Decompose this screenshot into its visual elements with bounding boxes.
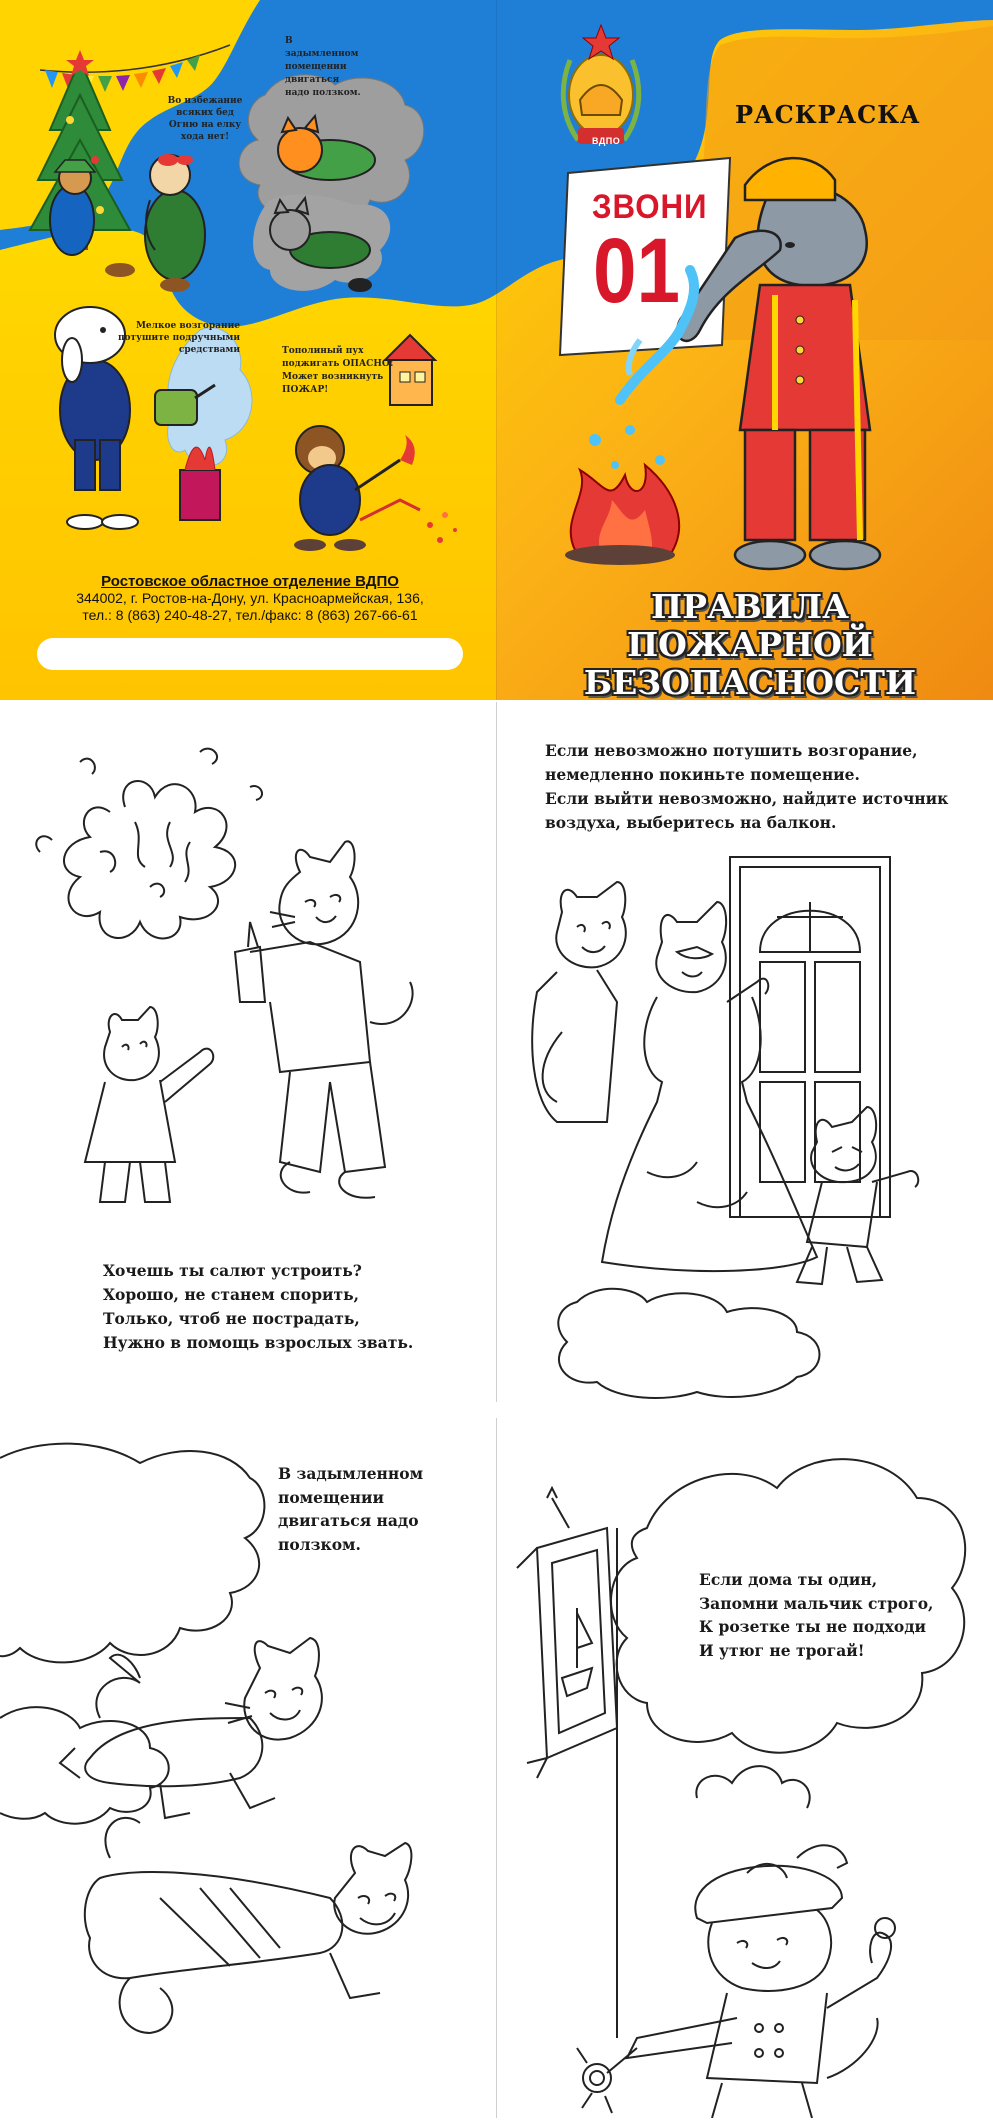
- firework-burst-icon: [36, 749, 262, 939]
- poem-line: И утюг не трогай!: [699, 1640, 865, 1660]
- emblem-label: ВДПО: [592, 136, 621, 146]
- home-alone-cat-outline-illustration: [497, 1418, 993, 2118]
- cloud-outline-icon: [558, 1289, 819, 1398]
- instruction-line: Если невозможно потушить возгорание,: [545, 741, 918, 760]
- instruction-line: воздуха, выберитесь на балкон.: [545, 813, 837, 832]
- smoke-cloud-outline-icon: [0, 1444, 264, 1824]
- organization-address: 344002, г. Ростов-на-Дону, ул. Красноармейская, 136,: [76, 590, 424, 606]
- caption-smoke: В задымленном помещении двигаться надо ползком.: [285, 36, 361, 98]
- poem-line: Если дома ты один,: [699, 1570, 878, 1589]
- fire-flame-icon: [565, 425, 679, 565]
- instruction-line: В задымленном: [278, 1464, 424, 1483]
- poem-line: К розетке ты не подходи: [699, 1617, 927, 1636]
- instruction-line: помещении: [278, 1487, 384, 1507]
- crawling-cat-bottom-icon: [85, 1818, 412, 2033]
- coloring-book-label: РАСКРАСКА: [735, 100, 921, 129]
- poem-line: Хорошо, не станем спорить,: [103, 1285, 360, 1304]
- emergency-number: 01: [593, 220, 680, 322]
- page-instruction-text: [278, 1462, 423, 1556]
- organization-block: [40, 573, 460, 624]
- cover-title: [540, 588, 960, 700]
- poem-line: Хочешь ты салют устроить?: [103, 1261, 362, 1280]
- organization-name: Ростовское областное отделение ВДПО: [101, 573, 399, 590]
- poem-line: Нужно в помощь взрослых звать.: [103, 1333, 414, 1352]
- framed-picture-icon: [517, 1488, 617, 2038]
- cat-in-captain-hat-icon: [577, 1845, 895, 2118]
- cover-spread: [0, 0, 993, 700]
- poem-line: Только, чтоб не пострадать,: [103, 1309, 360, 1328]
- coloring-page-crawl: [0, 1418, 497, 2118]
- big-cat-with-rocket-icon: [235, 841, 413, 1197]
- cover-title-line-1: ПРАВИЛА ПОЖАРНОЙ: [626, 587, 873, 664]
- coloring-page-evacuation: [497, 702, 993, 1402]
- crawling-cat-top-icon: [60, 1638, 322, 1818]
- coloring-page-home-alone: [497, 1418, 993, 2118]
- instruction-line: двигаться надо: [278, 1511, 419, 1530]
- vdpo-emblem-icon: [563, 25, 638, 144]
- cover-title-line-2: БЕЗОПАСНОСТИ: [583, 663, 917, 700]
- page-poem: [699, 1568, 933, 1662]
- instruction-line: немедленно покиньте помещение.: [545, 765, 860, 784]
- instruction-line: ползком.: [278, 1534, 361, 1554]
- balcony-door-icon: [730, 857, 890, 1217]
- instruction-line: Если выйти невозможно, найдите источник: [545, 789, 949, 808]
- caption-extinguish: Мелкое возгорание потушите подручными средствами: [117, 321, 240, 355]
- mother-cat-in-dress-icon: [602, 902, 817, 1271]
- small-kitten-icon: [85, 1007, 213, 1202]
- front-cover-illustration: [0, 0, 993, 580]
- page-poem: [103, 1259, 413, 1355]
- tiger-cat-icon: [532, 882, 626, 1122]
- poem-line: Запомни мальчик строго,: [699, 1593, 934, 1613]
- blank-label-field: [37, 638, 463, 670]
- caption-tree: Во избежание всяких бед Огню на елку хода нет!: [167, 96, 243, 142]
- calendar-call-label: ЗВОНИ: [592, 188, 708, 226]
- evacuation-cats-outline-illustration: [497, 702, 993, 1402]
- organization-phones: тел.: 8 (863) 240-48-27, тел./факс: 8 (863) 267-66-61: [82, 607, 418, 623]
- caption-poplar: Тополиный пух поджигать ОПАСНО! Может возникнуть ПОЖАР!: [282, 346, 394, 395]
- coloring-page-fireworks: [0, 702, 497, 1402]
